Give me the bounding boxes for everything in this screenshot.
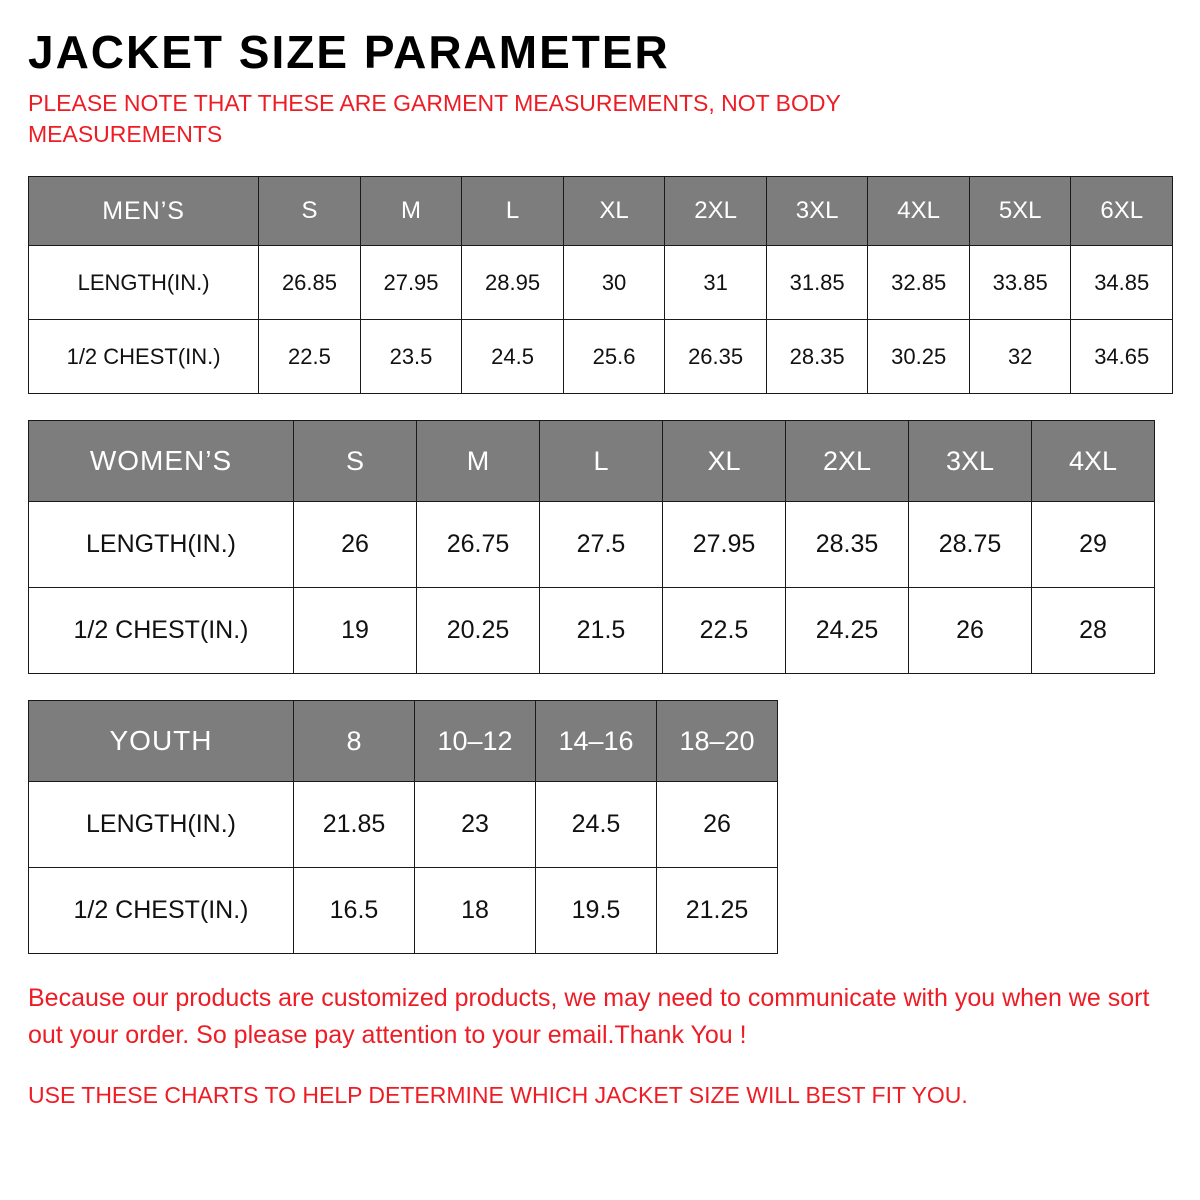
table-cell: 26.35	[665, 320, 767, 394]
mens-size-header: 2XL	[665, 177, 767, 246]
table-cell: 28.35	[766, 320, 868, 394]
table-cell: 25.6	[563, 320, 665, 394]
table-header-row	[29, 701, 778, 782]
womens-size-header: M	[417, 421, 540, 502]
table-cell: 32	[969, 320, 1071, 394]
row-label: LENGTH(IN.)	[29, 246, 259, 320]
table-cell: 24.25	[786, 588, 909, 674]
table-cell: 31.85	[766, 246, 868, 320]
table-cell: 21.5	[540, 588, 663, 674]
mens-size-header: 5XL	[969, 177, 1071, 246]
row-label: 1/2 CHEST(IN.)	[29, 320, 259, 394]
table-cell: 27.95	[663, 502, 786, 588]
womens-table-label: WOMEN’S	[29, 421, 294, 502]
mens-size-header: S	[259, 177, 361, 246]
table-cell: 28	[1032, 588, 1155, 674]
womens-size-header: 3XL	[909, 421, 1032, 502]
table-cell: 21.25	[657, 868, 778, 954]
table-header-row	[29, 177, 1173, 246]
table-cell: 26.75	[417, 502, 540, 588]
mens-table-label: MEN’S	[29, 177, 259, 246]
row-label: LENGTH(IN.)	[29, 502, 294, 588]
table-cell: 30	[563, 246, 665, 320]
table-cell: 19	[294, 588, 417, 674]
mens-size-header: 6XL	[1071, 177, 1173, 246]
table-row	[29, 320, 1173, 394]
row-label: 1/2 CHEST(IN.)	[29, 868, 294, 954]
youth-table-label: YOUTH	[29, 701, 294, 782]
table-cell: 32.85	[868, 246, 970, 320]
table-cell: 23.5	[360, 320, 462, 394]
womens-size-header: 2XL	[786, 421, 909, 502]
table-row	[29, 782, 778, 868]
page-title: JACKET SIZE PARAMETER	[28, 26, 670, 78]
womens-size-header: L	[540, 421, 663, 502]
row-label: 1/2 CHEST(IN.)	[29, 588, 294, 674]
table-cell: 22.5	[663, 588, 786, 674]
table-row	[29, 502, 1155, 588]
table-cell: 33.85	[969, 246, 1071, 320]
table-cell: 28.95	[462, 246, 564, 320]
table-row	[29, 868, 778, 954]
table-cell: 28.35	[786, 502, 909, 588]
chart-usage-note: USE THESE CHARTS TO HELP DETERMINE WHICH JACKET SIZE WILL BEST FIT YOU.	[28, 1081, 968, 1108]
customization-note: Because our products are customized products, we may need to communicate with you when we sort out your order. So please pay attention to your email.Thank You !	[28, 984, 1150, 1049]
youth-size-header: 18–20	[657, 701, 778, 782]
mens-size-header: XL	[563, 177, 665, 246]
table-cell: 26	[909, 588, 1032, 674]
table-cell: 22.5	[259, 320, 361, 394]
table-cell: 24.5	[462, 320, 564, 394]
table-cell: 28.75	[909, 502, 1032, 588]
mens-size-header: 3XL	[766, 177, 868, 246]
youth-size-header: 8	[294, 701, 415, 782]
table-cell: 30.25	[868, 320, 970, 394]
table-row	[29, 246, 1173, 320]
table-cell: 16.5	[294, 868, 415, 954]
table-cell: 26	[294, 502, 417, 588]
youth-size-header: 10–12	[415, 701, 536, 782]
table-cell: 18	[415, 868, 536, 954]
row-label: LENGTH(IN.)	[29, 782, 294, 868]
youth-size-table	[28, 700, 778, 954]
mens-size-header: M	[360, 177, 462, 246]
table-cell: 26.85	[259, 246, 361, 320]
table-cell: 27.5	[540, 502, 663, 588]
table-cell: 21.85	[294, 782, 415, 868]
table-cell: 34.85	[1071, 246, 1173, 320]
table-cell: 27.95	[360, 246, 462, 320]
womens-size-header: XL	[663, 421, 786, 502]
youth-size-header: 14–16	[536, 701, 657, 782]
measurement-disclaimer: PLEASE NOTE THAT THESE ARE GARMENT MEASUREMENTS, NOT BODY MEASUREMENTS	[28, 90, 841, 148]
table-cell: 26	[657, 782, 778, 868]
table-cell: 20.25	[417, 588, 540, 674]
mens-size-header: 4XL	[868, 177, 970, 246]
table-cell: 24.5	[536, 782, 657, 868]
womens-size-header: S	[294, 421, 417, 502]
womens-size-header: 4XL	[1032, 421, 1155, 502]
table-cell: 23	[415, 782, 536, 868]
mens-size-table	[28, 176, 1173, 394]
table-cell: 31	[665, 246, 767, 320]
table-header-row	[29, 421, 1155, 502]
table-row	[29, 588, 1155, 674]
womens-size-table	[28, 420, 1155, 674]
table-cell: 34.65	[1071, 320, 1173, 394]
table-cell: 19.5	[536, 868, 657, 954]
mens-size-header: L	[462, 177, 564, 246]
table-cell: 29	[1032, 502, 1155, 588]
